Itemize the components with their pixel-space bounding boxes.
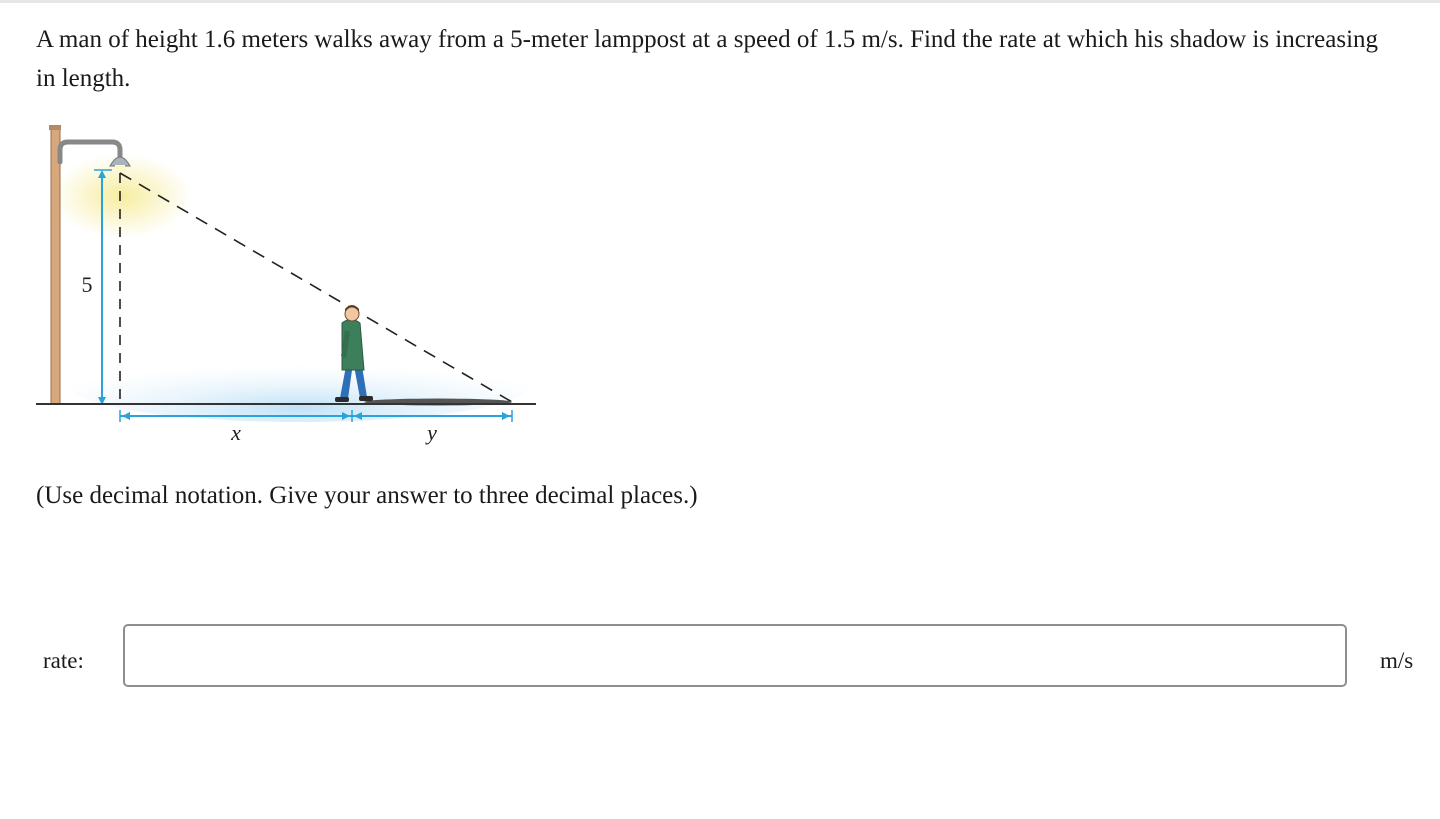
- lamppost-diagram: [30, 118, 550, 458]
- question-text: A man of height 1.6 meters walks away from a 5-meter lamppost at a speed of 1.5 m/s. Find the rate at which his shadow is increasing in length.: [36, 26, 1379, 92]
- rate-label: rate:: [43, 648, 84, 673]
- top-divider: [0, 0, 1440, 3]
- ground-light-glow: [70, 350, 530, 422]
- rate-unit: m/s: [1380, 648, 1414, 673]
- lamppost-cap: [49, 125, 61, 130]
- x-distance-label: x: [231, 420, 241, 445]
- y-shadow-label: y: [427, 420, 437, 445]
- rate-answer-input[interactable]: [123, 624, 1347, 687]
- x-arrow-left: [122, 412, 130, 420]
- lamppost-pole: [51, 128, 60, 404]
- lamp-height-label: 5: [81, 272, 93, 297]
- y-arrow-right: [502, 412, 510, 420]
- lamppost-diagram-svg: [30, 118, 550, 458]
- instruction-text: (Use decimal notation. Give your answer to three decimal places.): [36, 482, 698, 509]
- lamp-bulb: [115, 165, 125, 169]
